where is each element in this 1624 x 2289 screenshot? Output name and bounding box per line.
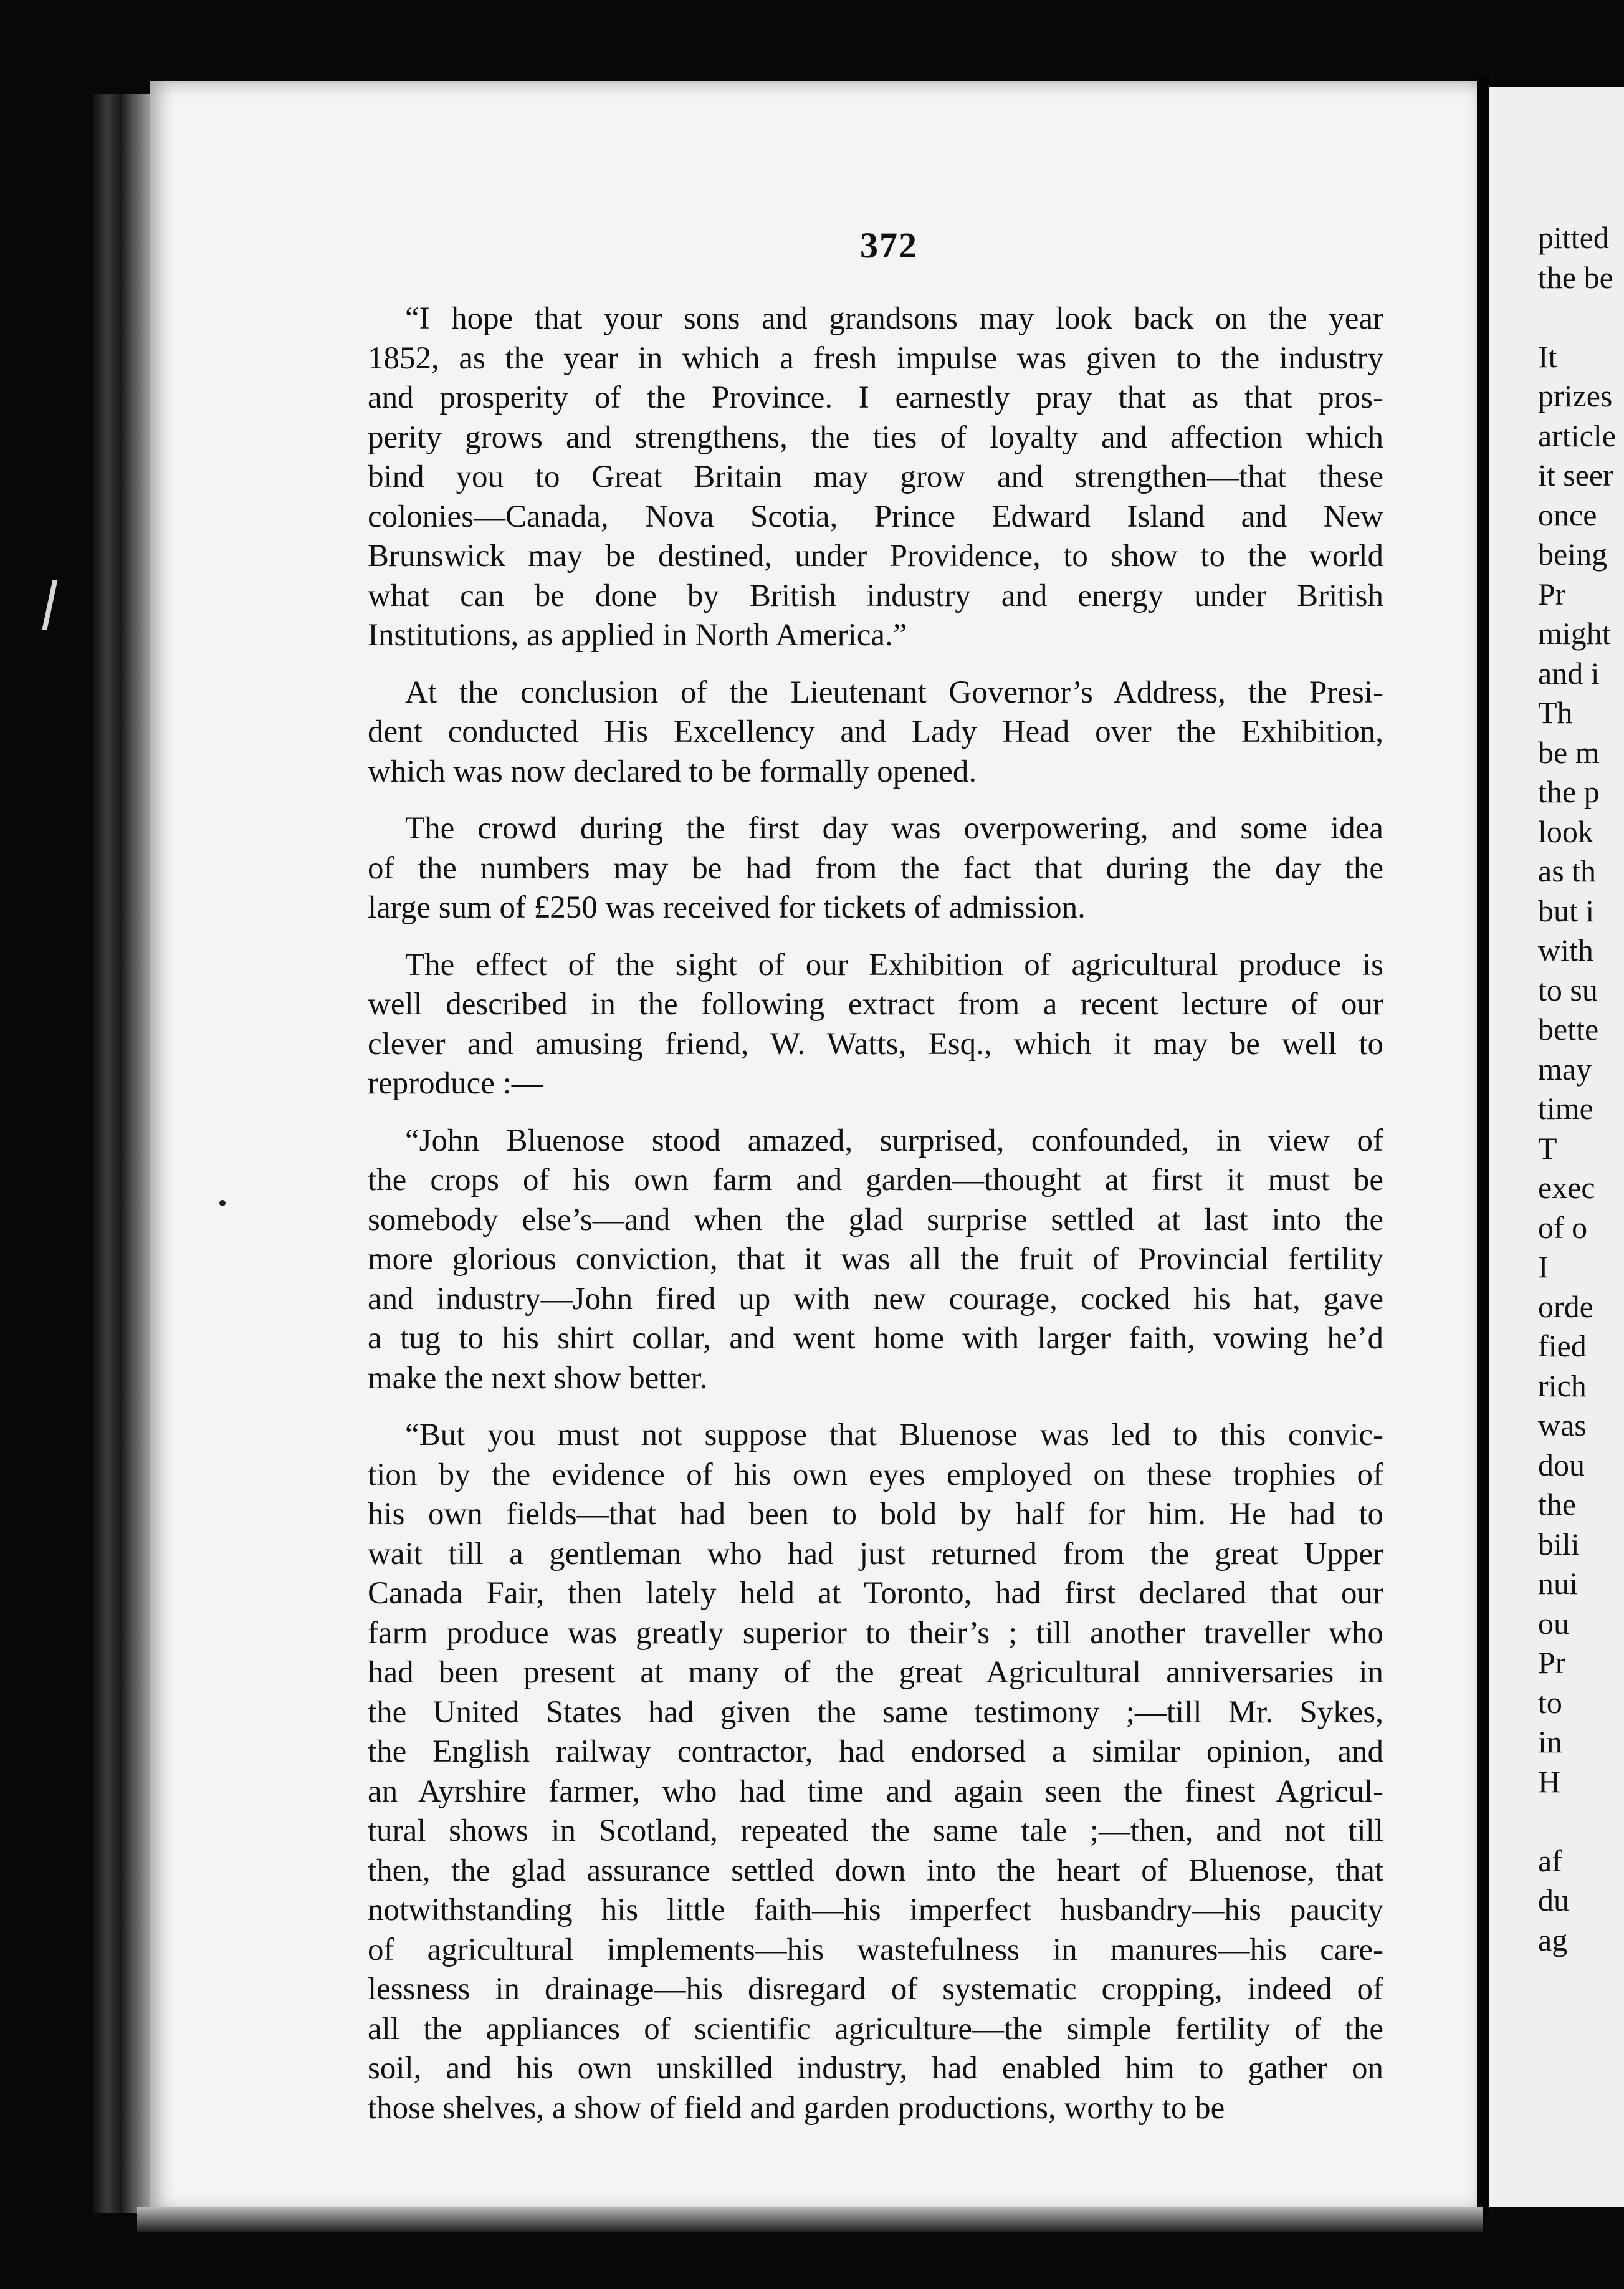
text-line: then, the glad assurance settled down into the heart of Bluenose, that	[368, 1853, 1383, 1888]
facing-page-line: being	[1538, 537, 1608, 572]
text-line: of agricultural implements—his wastefulness in manures—his care-	[368, 1932, 1383, 1967]
facing-page-line: and i	[1538, 655, 1600, 691]
text-line: make the next show better.	[368, 1360, 708, 1396]
paragraph	[368, 299, 1383, 656]
text-line: the United States had given the same testimony ;—till Mr. Sykes,	[368, 1694, 1383, 1730]
paragraph	[368, 809, 1383, 928]
facing-page-line: I	[1538, 1249, 1549, 1284]
paragraph-gap	[368, 928, 1383, 946]
text-line: those shelves, a show of field and garden productions, worthy to be	[368, 2090, 1225, 2126]
text-line: had been present at many of the great Agricultural anniversaries in	[368, 1655, 1383, 1690]
facing-page-line: with	[1538, 933, 1593, 967]
paragraph	[368, 946, 1383, 1104]
text-line: The effect of the sight of our Exhibition of agricultural produce is	[405, 947, 1383, 982]
text-line: of the numbers may be had from the fact that during the day the	[368, 850, 1383, 886]
text-line: somebody else’s—and when the glad surprise settled at last into the	[368, 1202, 1383, 1237]
text-line: farm produce was greatly superior to their’s ; till another traveller who	[368, 1615, 1383, 1651]
facing-page-line: it seer	[1538, 458, 1613, 492]
paragraph	[368, 1416, 1383, 2128]
text-line: The crowd during the first day was overpowering, and some idea	[405, 811, 1383, 846]
text-line: all the appliances of scientific agriculture—the simple fertility of the	[368, 2011, 1383, 2047]
page-number: 372	[860, 225, 918, 266]
text-line: more glorious conviction, that it was all the fruit of Provincial fertility	[368, 1242, 1383, 1277]
facing-page-line: bili	[1538, 1526, 1580, 1562]
facing-page-line: was	[1538, 1408, 1587, 1442]
text-line: “But you must not suppose that Bluenose was led to this convic-	[405, 1418, 1383, 1452]
facing-page-line: once	[1538, 497, 1597, 532]
paragraph-gap	[368, 656, 1383, 673]
margin-mark	[42, 580, 57, 630]
facing-page-line: the be	[1538, 259, 1613, 295]
text-line: wait till a gentleman who had just returned from the great Upper	[368, 1536, 1383, 1572]
text-line: “I hope that your sons and grandsons may look back on the year	[405, 301, 1383, 336]
text-line: what can be done by British industry and energy under British	[368, 578, 1383, 613]
facing-page-line: as th	[1538, 853, 1597, 888]
facing-page-line: T	[1538, 1130, 1557, 1166]
text-line: “John Bluenose stood amazed, surprised, confounded, in view of	[405, 1123, 1383, 1158]
text-line: colonies—Canada, Nova Scotia, Prince Edward Island and New	[368, 499, 1383, 534]
text-line: his own fields—that had been to bold by half for him. He had to	[368, 1497, 1383, 1532]
facing-page-line: rich	[1538, 1368, 1587, 1403]
facing-page-line: Th	[1538, 695, 1573, 730]
page-body-text	[368, 299, 1383, 2128]
facing-page-line: may	[1538, 1051, 1592, 1087]
text-line: a tug to his shirt collar, and went home with larger faith, vowing he’d	[368, 1321, 1383, 1356]
facing-page-line: the p	[1538, 774, 1600, 809]
paragraph	[368, 673, 1383, 792]
ink-speck	[219, 1200, 226, 1206]
facing-page-line: dou	[1538, 1447, 1585, 1482]
text-line: well described in the following extract from a recent lecture of our	[368, 987, 1383, 1022]
text-line: an Ayrshire farmer, who had time and again seen the finest Agricul-	[368, 1773, 1383, 1809]
facing-page-line: but i	[1538, 893, 1595, 928]
text-line: Canada Fair, then lately held at Toronto, had first declared that our	[368, 1576, 1383, 1611]
facing-page-line: pitted	[1538, 220, 1609, 255]
facing-page-fragment	[1489, 87, 1624, 2207]
facing-page-line: of o	[1538, 1209, 1588, 1245]
paragraph-gap	[368, 1398, 1383, 1416]
facing-page-line: Pr	[1538, 1645, 1566, 1680]
text-line: notwithstanding his little faith—his imperfect husbandry—his paucity	[368, 1893, 1383, 1927]
text-line: tion by the evidence of his own eyes employed on these trophies of	[368, 1457, 1383, 1492]
facing-page-line: ag	[1538, 1922, 1568, 1957]
facing-page-line: fied	[1538, 1328, 1587, 1363]
facing-page-line: Pr	[1538, 576, 1566, 612]
text-line: clever and amusing friend, W. Watts, Esq., which it may be well to	[368, 1026, 1383, 1062]
paragraph-gap	[368, 1104, 1383, 1121]
text-line: Brunswick may be destined, under Providence, to show to the world	[368, 539, 1383, 573]
page-bottom-edge	[137, 2207, 1483, 2232]
facing-page-line: ou	[1538, 1605, 1569, 1641]
facing-page-line: du	[1538, 1883, 1569, 1917]
facing-page-line: exec	[1538, 1170, 1595, 1205]
facing-page-line: in	[1538, 1724, 1562, 1759]
text-line: tural shows in Scotland, repeated the same tale ;—then, and not till	[368, 1813, 1383, 1848]
facing-page-line: be m	[1538, 734, 1600, 770]
paragraph-gap	[368, 792, 1383, 809]
text-line: the English railway contractor, had endorsed a similar opinion, and	[368, 1734, 1383, 1769]
facing-page-line: prizes	[1538, 378, 1613, 413]
text-line: reproduce :—	[368, 1066, 543, 1101]
facing-page-line: bette	[1538, 1012, 1599, 1047]
text-line: lessness in drainage—his disregard of systematic cropping, indeed of	[368, 1972, 1383, 2007]
text-line: At the conclusion of the Lieutenant Governor’s Address, the Presi-	[405, 674, 1383, 710]
facing-page-line: to su	[1538, 972, 1598, 1007]
facing-page-line: time	[1538, 1091, 1593, 1126]
paragraph	[368, 1121, 1383, 1399]
text-line: bind you to Great Britain may grow and strengthen—that these	[368, 459, 1383, 494]
text-line: which was now declared to be formally opened.	[368, 754, 977, 789]
text-line: and prosperity of the Province. I earnestly pray that as that pros-	[368, 380, 1383, 415]
facing-page-line: the	[1538, 1487, 1577, 1522]
text-line: and industry—John fired up with new courage, cocked his hat, gave	[368, 1281, 1383, 1317]
facing-page-line: orde	[1538, 1288, 1593, 1324]
facing-page-line: af	[1538, 1843, 1562, 1878]
book-gutter	[1477, 75, 1489, 2219]
text-line: dent conducted His Excellency and Lady Head over the Exhibition,	[368, 714, 1383, 749]
facing-page-line: H	[1538, 1764, 1561, 1799]
facing-page-line: It	[1538, 338, 1557, 374]
text-line: the crops of his own farm and garden—thought at first it must be	[368, 1163, 1383, 1197]
text-line: perity grows and strengthens, the ties of loyalty and affection which	[368, 420, 1383, 455]
facing-page-line: might	[1538, 616, 1611, 651]
facing-page-line: article	[1538, 418, 1616, 453]
text-line: Institutions, as applied in North America.”	[368, 618, 907, 653]
facing-page-line: look	[1538, 813, 1593, 849]
text-line: 1852, as the year in which a fresh impulse was given to the industry	[368, 340, 1383, 376]
text-line: soil, and his own unskilled industry, had enabled him to gather on	[368, 2051, 1383, 2086]
text-line: large sum of £250 was received for tickets of admission.	[368, 890, 1086, 925]
facing-page-line: nui	[1538, 1566, 1578, 1601]
facing-page-line: to	[1538, 1684, 1562, 1720]
